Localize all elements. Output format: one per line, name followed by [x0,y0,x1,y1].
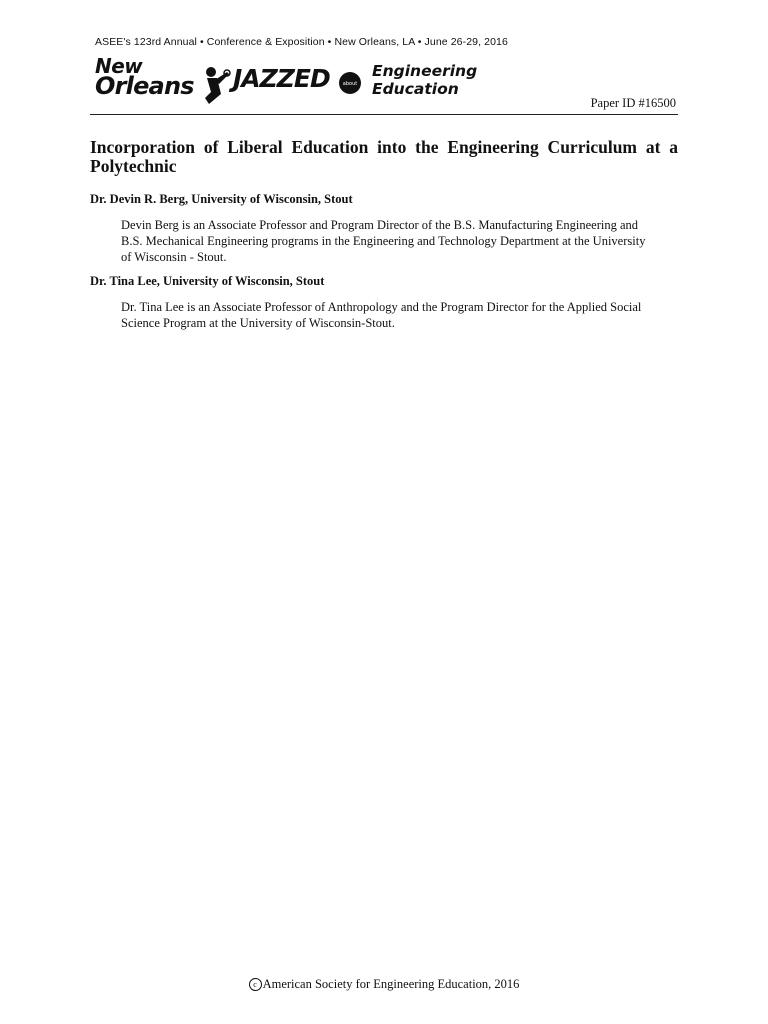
logo-text-orleans: Orleans [95,72,194,100]
svg-text:about: about [342,81,358,87]
conference-logo [93,54,483,110]
logo-text-jazzed: JAZZED [233,64,330,93]
logo-text-education: Education [372,80,459,98]
author-name: Dr. Devin R. Berg, University of Wisconsin, Stout [90,192,353,206]
copyright-text: American Society for Engineering Education, 2016 [262,977,520,991]
copyright-footer [0,977,768,992]
author-name: Dr. Tina Lee, University of Wisconsin, Stout [90,274,325,288]
about-badge-icon [338,71,362,95]
conference-line: ASEE's 123rd Annual • Conference & Exposition • New Orleans, LA • June 26-29, 2016 [95,36,508,48]
header-divider [90,114,678,115]
logo-text-engineering: Engineering [372,62,478,80]
paper-title: Incorporation of Liberal Education into the Engineering Curriculum at a Polytechnic [90,137,678,176]
author-bio: Devin Berg is an Associate Professor and Program Director of the B.S. Manufacturing Engineering and B.S. Mechanical Engineering programs in the Engineering and Technology Department at the University of Wisconsin - Stout. [121,218,646,264]
logo-text-new: New [95,54,143,78]
saxophone-player-icon [201,64,231,108]
copyright-icon: c [249,978,262,991]
paper-id: Paper ID #16500 [590,96,676,110]
author-bio: Dr. Tina Lee is an Associate Professor of Anthropology and the Program Director for the Applied Social Science Program at the University of Wisconsin-Stout. [121,300,642,330]
